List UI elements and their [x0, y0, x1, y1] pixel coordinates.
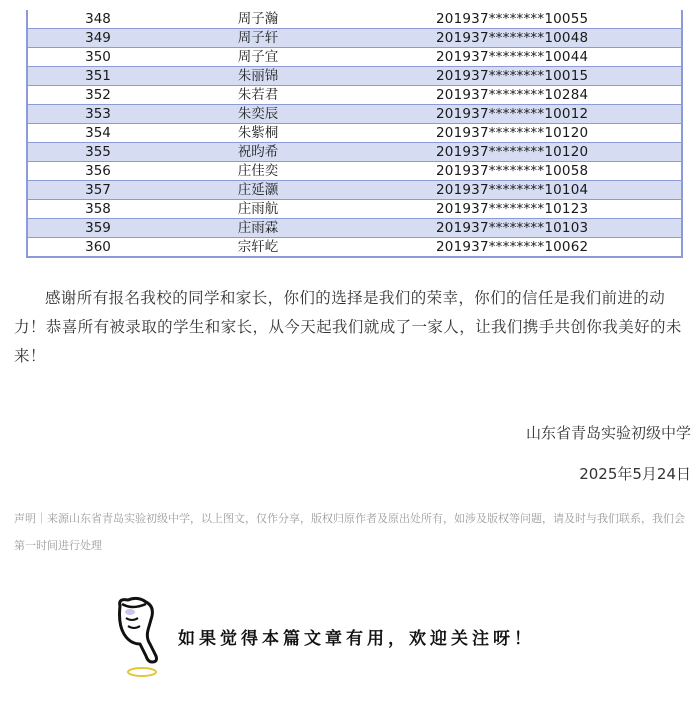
admission-table-container	[26, 10, 683, 258]
student-name: 庄雨霖	[168, 219, 378, 238]
student-id: 201937********10284	[378, 86, 681, 105]
table-row	[28, 219, 681, 238]
follow-slogan: 如果觉得本篇文章有用，欢迎关注呀！	[178, 629, 535, 649]
row-number: 351	[28, 67, 168, 86]
table-row	[28, 162, 681, 181]
row-number: 357	[28, 181, 168, 200]
student-name: 宗轩屹	[168, 238, 378, 257]
student-name: 周子瀚	[168, 10, 378, 29]
school-signature: 山东省青岛实验初级中学	[525, 424, 691, 442]
row-number: 360	[28, 238, 168, 257]
row-number: 352	[28, 86, 168, 105]
student-id: 201937********10120	[378, 143, 681, 162]
student-id: 201937********10012	[378, 105, 681, 124]
table-row	[28, 124, 681, 143]
table-row	[28, 10, 681, 29]
student-id: 201937********10062	[378, 238, 681, 257]
student-id: 201937********10123	[378, 200, 681, 219]
row-number: 350	[28, 48, 168, 67]
student-name: 庄雨航	[168, 200, 378, 219]
pointing-hand-icon	[112, 596, 172, 678]
table-row	[28, 181, 681, 200]
row-number: 355	[28, 143, 168, 162]
admission-table	[28, 10, 681, 256]
student-id: 201937********10044	[378, 48, 681, 67]
row-number: 359	[28, 219, 168, 238]
table-row	[28, 200, 681, 219]
row-number: 354	[28, 124, 168, 143]
table-row	[28, 48, 681, 67]
student-id: 201937********10048	[378, 29, 681, 48]
student-name: 庄延灏	[168, 181, 378, 200]
student-id: 201937********10104	[378, 181, 681, 200]
row-number: 353	[28, 105, 168, 124]
signature-date: 2025年5月24日	[579, 465, 691, 483]
student-id: 201937********10103	[378, 219, 681, 238]
student-name: 朱奕辰	[168, 105, 378, 124]
admission-table-body	[28, 10, 681, 256]
student-name: 周子轩	[168, 29, 378, 48]
copyright-disclaimer: 声明｜来源山东省青岛实验初级中学，以上图文，仅作分享，版权归原作者及原出处所有，如涉及版权等问题，请及时与我们联系，我们会第一时间进行处理	[14, 512, 685, 552]
thanks-paragraph: 感谢所有报名我校的同学和家长，你们的选择是我们的荣幸，你们的信任是我们前进的动力！恭喜所有被录取的学生和家长，从今天起我们就成了一家人，让我们携手共创你我美好的未来！	[14, 289, 682, 365]
table-row	[28, 86, 681, 105]
student-name: 周子宜	[168, 48, 378, 67]
table-row	[28, 143, 681, 162]
student-name: 庄佳奕	[168, 162, 378, 181]
student-id: 201937********10058	[378, 162, 681, 181]
student-id: 201937********10120	[378, 124, 681, 143]
row-number: 358	[28, 200, 168, 219]
row-number: 356	[28, 162, 168, 181]
table-row	[28, 105, 681, 124]
table-row	[28, 29, 681, 48]
student-name: 朱丽锦	[168, 67, 378, 86]
table-row	[28, 238, 681, 257]
student-id: 201937********10015	[378, 67, 681, 86]
student-name: 祝昀希	[168, 143, 378, 162]
student-name: 朱若君	[168, 86, 378, 105]
row-number: 349	[28, 29, 168, 48]
student-name: 朱紫桐	[168, 124, 378, 143]
table-row	[28, 67, 681, 86]
row-number: 348	[28, 10, 168, 29]
student-id: 201937********10055	[378, 10, 681, 29]
